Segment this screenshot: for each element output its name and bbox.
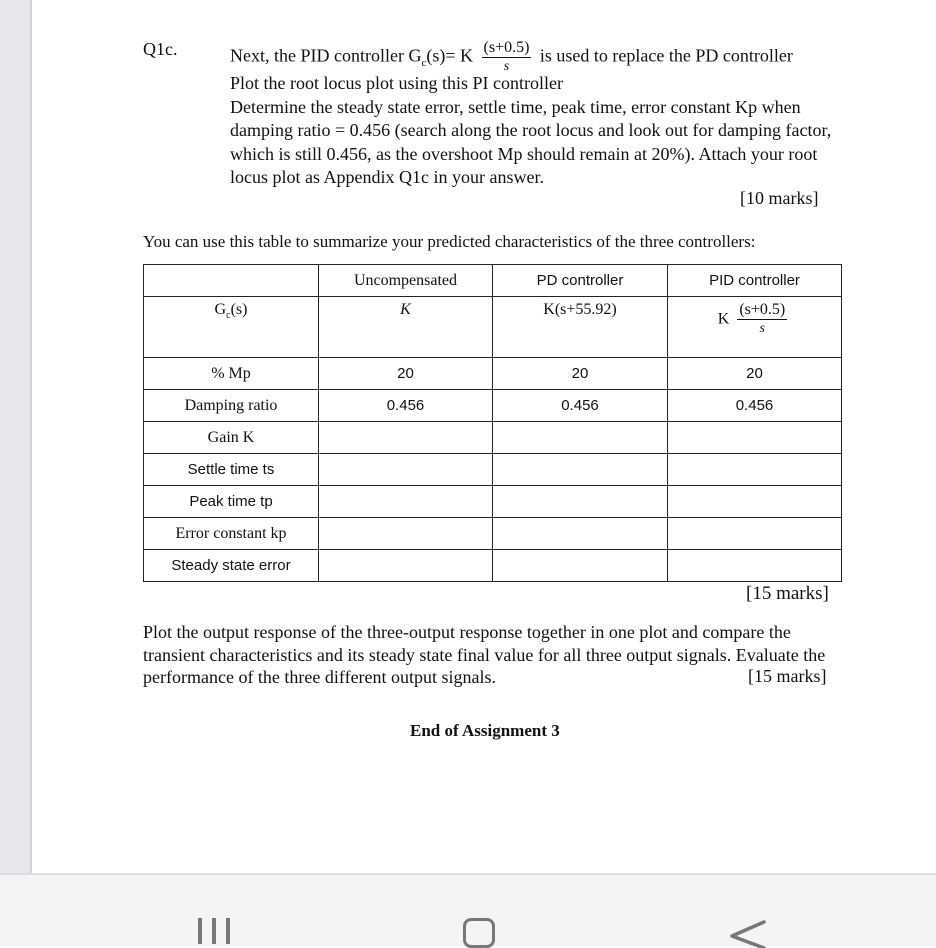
line1-after: is used to replace the PD controller — [539, 45, 793, 66]
pid-fraction — [482, 39, 532, 76]
left-gutter — [0, 0, 32, 873]
table-row — [144, 422, 842, 454]
table-row — [144, 486, 842, 518]
row-label: Steady state error — [144, 550, 319, 582]
cell-pd: 20 — [493, 358, 668, 390]
gc-uncomp — [319, 297, 493, 358]
question-label: Q1c. — [143, 39, 178, 59]
row-label: Damping ratio — [144, 390, 319, 422]
plot-marks: [15 marks] — [748, 666, 827, 686]
question-marks: [10 marks] — [740, 188, 819, 208]
cell-pid — [668, 550, 842, 582]
table-row — [144, 390, 842, 422]
cell-pid: 20 — [668, 358, 842, 390]
cell-uncomp — [319, 486, 493, 518]
cell-pd — [493, 454, 668, 486]
gc-uncomp-value: K — [400, 301, 411, 318]
pid-fraction-numerator: (s+0.5) — [483, 39, 530, 56]
cell-uncomp — [319, 422, 493, 454]
header-pid: PID controller — [668, 265, 842, 297]
line1-mid: (s)= K — [426, 45, 473, 66]
question-line1 — [230, 39, 793, 76]
gc-label-tail: (s) — [230, 301, 248, 318]
line1-sub: c — [421, 57, 427, 70]
cell-uncomp — [319, 550, 493, 582]
cell-uncomp — [319, 454, 493, 486]
table-row — [144, 518, 842, 550]
row-label: Gain K — [144, 422, 319, 454]
gc-pid-k: K — [717, 310, 730, 328]
line1-before: Next, the PID controller G — [230, 45, 422, 66]
header-blank — [144, 265, 319, 297]
row-label: Error constant kp — [144, 518, 319, 550]
gc-label-sub: c — [226, 310, 231, 322]
pid-fraction-denominator: s — [503, 59, 510, 74]
gc-pid-denominator: s — [759, 321, 765, 336]
end-of-assignment: End of Assignment 3 — [410, 721, 560, 740]
gc-pid-fraction — [737, 301, 787, 338]
gc-pd: K(s+55.92) — [493, 297, 668, 358]
table-marks: [15 marks] — [746, 583, 829, 604]
cell-uncomp — [319, 518, 493, 550]
header-uncompensated: Uncompensated — [319, 265, 493, 297]
table-intro: You can use this table to summarize your predicted characteristics of the three controllers: — [143, 232, 756, 251]
cell-pid: 0.456 — [668, 390, 842, 422]
cell-uncomp: 20 — [319, 358, 493, 390]
row-label: Peak time tp — [144, 486, 319, 518]
recent-apps-icon[interactable] — [196, 918, 232, 944]
cell-pd: 0.456 — [493, 390, 668, 422]
gc-row — [144, 297, 842, 358]
table-row — [144, 454, 842, 486]
cell-pid — [668, 518, 842, 550]
gc-label — [144, 297, 319, 358]
plot-question: Plot the output response of the three-output response together in one plot and compare the transient characteristics and its steady state final value for all three output signals. Evaluate the performance of the three different output signals. — [143, 622, 826, 687]
cell-pid — [668, 454, 842, 486]
cell-pd — [493, 422, 668, 454]
row-label: % Mp — [144, 358, 319, 390]
row-label: Settle time ts — [144, 454, 319, 486]
controller-summary-table — [143, 264, 842, 582]
question-body: Plot the root locus plot using this PI controller Determine the steady state error, settle time, peak time, error constant Kp when damping ratio = 0.456 (search along the root locus and look out for damping factor, which is still 0.456, as the overshoot Mp should remain at 20%). Attach your root locus plot as Appendix Q1c in your answer. — [230, 73, 832, 187]
cell-pid — [668, 422, 842, 454]
cell-uncomp: 0.456 — [319, 390, 493, 422]
cell-pd — [493, 550, 668, 582]
cell-pd — [493, 486, 668, 518]
cell-pid — [668, 486, 842, 518]
table-row — [144, 358, 842, 390]
gc-pid — [668, 297, 842, 358]
gc-label-main: G — [214, 301, 227, 318]
header-pd: PD controller — [493, 265, 668, 297]
table-row — [144, 550, 842, 582]
cell-pd — [493, 518, 668, 550]
table-header-row — [144, 265, 842, 297]
gc-pid-numerator: (s+0.5) — [739, 301, 786, 318]
